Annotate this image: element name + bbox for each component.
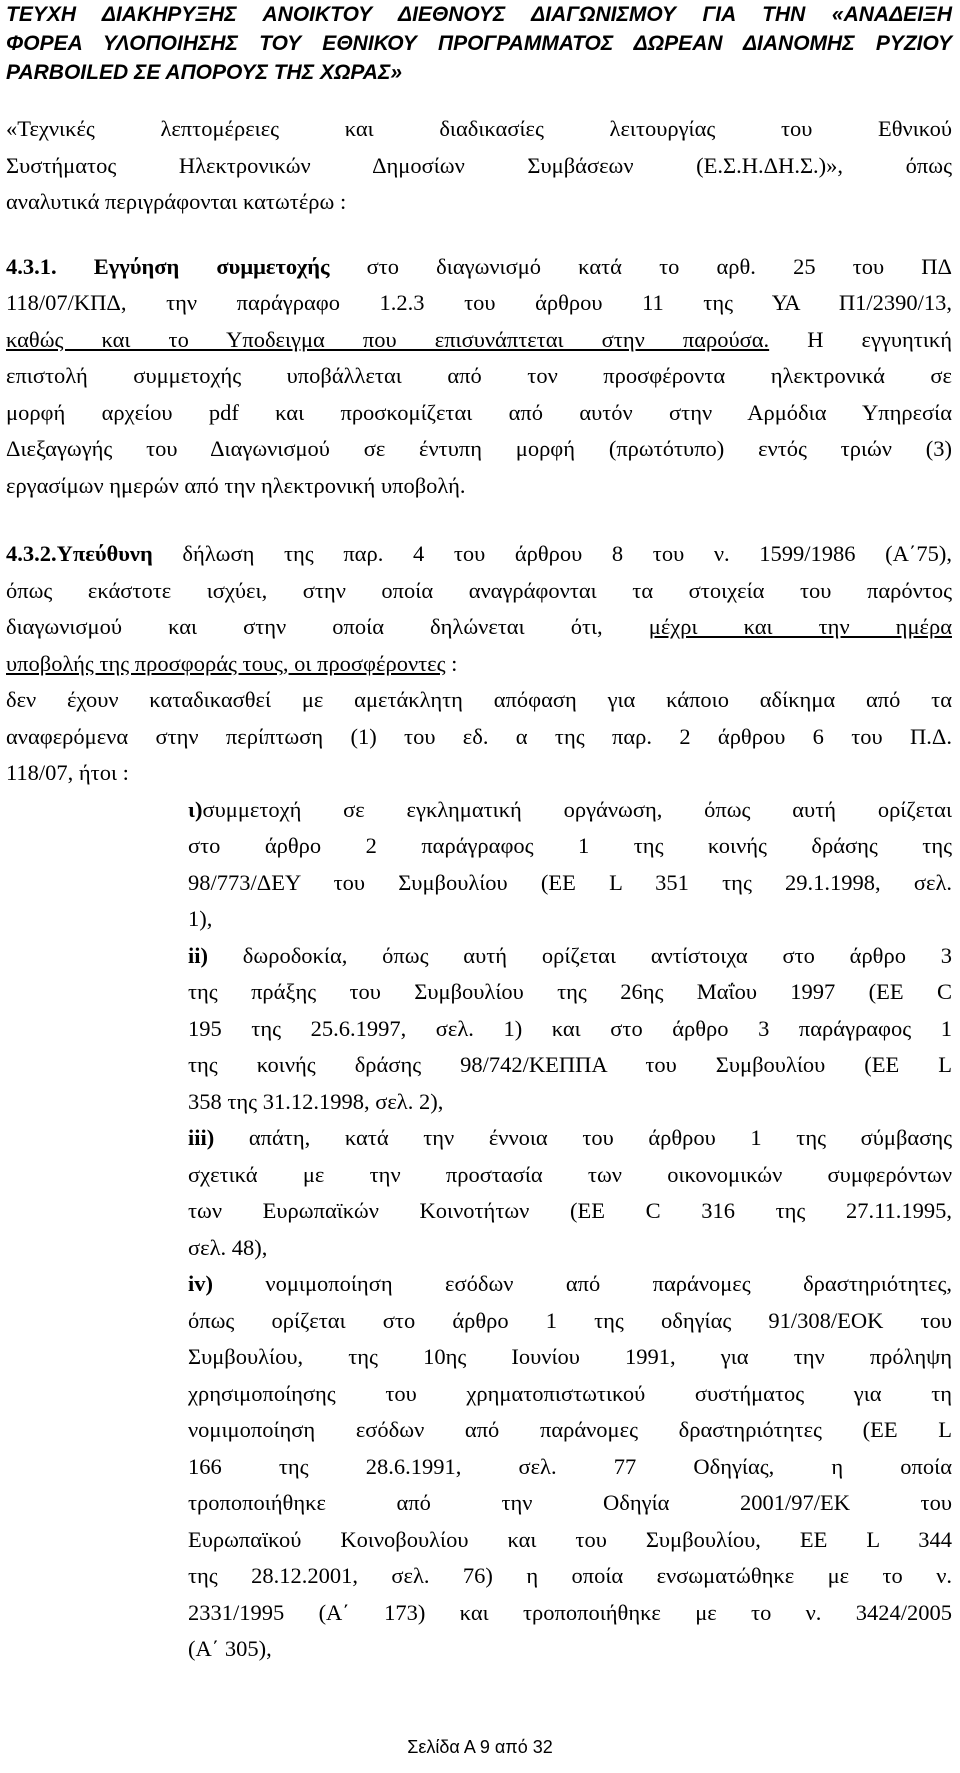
text-line: χρησιμοποίησης του χρηματοπιστωτικού συστήματος για τη [188,1380,952,1406]
list-marker: ii) [188,942,208,968]
text-line: των Ευρωπαϊκών Κοινοτήτων (ΕΕ C 316 της 27.11.1995, [188,1198,952,1223]
underlined-text: υποβολής της προσφοράς τους, οι προσφέροντες [6,650,446,676]
text-line [188,792,952,829]
text-line: σχετικά με την προστασία των οικονομικών συμφερόντων [188,1161,952,1187]
list-item [188,792,952,938]
text-span: συμμετοχή σε εγκληματική οργάνωση, όπως αυτή ορίζεται [202,796,952,822]
text-line: 1), [188,906,213,931]
text-line: 166 της 28.6.1991, σελ. 77 Οδηγίας, η οποία [188,1453,952,1479]
document-header [6,0,952,87]
text-line: 195 της 25.6.1997, σελ. 1) και στο άρθρο 3 παράγραφος 1 [188,1015,952,1041]
text-line: Διεξαγωγής του Διαγωνισμού σε έντυπη μορφή (πρωτότυπο) εντός τριών (3) [6,436,952,461]
header-line: ΤΕΥΧΗ ΔΙΑΚΗΡΥΞΗΣ ΑΝΟΙΚΤΟΥ ΔΙΕΘΝΟΥΣ ΔΙΑΓΩΝΙΣΜΟΥ ΓΙΑ ΤΗΝ «ΑΝΑΔΕΙΞΗ [6,3,952,26]
text-line: της κοινής δράσης 98/742/ΚΕΠΠΑ του Συμβουλίου (ΕΕ L [188,1052,952,1077]
offence-list [188,792,952,1668]
list-item [188,1266,952,1668]
page-footer: Σελίδα Α 9 από 32 [407,1737,553,1757]
list-item [188,938,952,1121]
text-line: αναφερόμενα στην περίπτωση (1) του εδ. α της παρ. 2 άρθρου 6 του Π.Δ. [6,723,952,749]
text-line [6,249,952,286]
text-span: δήλωση της παρ. 4 του άρθρου 8 του ν. 1599/1986 (Α΄75), [152,541,952,566]
text-line: εργασίμων ημερών από την ηλεκτρονική υποβολή. [6,472,466,498]
section-heading: 4.3.1. Εγγύηση συμμετοχής [6,253,330,279]
text-span: Η εγγυητική [769,326,952,352]
text-line [6,322,952,359]
text-line: 98/773/ΔΕΥ του Συμβουλίου (ΕΕ L 351 της 29.1.1998, σελ. [188,869,952,895]
text-line: Συστήματος Ηλεκτρονικών Δημοσίων Συμβάσεων (Ε.Σ.Η.ΔΗ.Σ.)», όπως [6,152,952,178]
underlined-text: καθώς και το Υποδειγμα που επισυνάπτεται στην παρούσα. [6,326,770,352]
list-marker: iv) [188,1271,213,1296]
text-line [6,609,952,646]
text-line [6,536,952,573]
text-line: 118/07, ήτοι : [6,760,129,785]
text-span: στο διαγωνισμό κατά το αρθ. 25 του ΠΔ [329,253,953,279]
list-item [188,1120,952,1266]
underlined-text: μέχρι και την ημέρα [648,614,952,639]
list-marker: iii) [188,1125,215,1150]
text-line [6,646,952,683]
text-line: Ευρωπαϊκού Κοινοβουλίου και του Συμβουλίου, ΕΕ L 344 [188,1526,952,1552]
text-line: νομιμοποίηση εσόδων από παράνομες δραστηριότητες (ΕΕ L [188,1417,952,1442]
text-line: (Α΄ 305), [188,1636,272,1661]
section-heading: 4.3.2.Υπεύθυνη [6,541,153,566]
text-span: : [445,650,458,676]
text-line: «Τεχνικές λεπτομέρειες και διαδικασίες λειτουργίας του Εθνικού [6,116,952,141]
text-span: νομιμοποίηση εσόδων από παράνομες δραστηριότητες, [213,1271,952,1296]
text-line: 118/07/ΚΠΔ, την παράγραφο 1.2.3 του άρθρου 11 της ΥΑ Π1/2390/13, [6,290,952,315]
text-line: στο άρθρο 2 παράγραφος 1 της κοινής δράσης της [188,833,952,858]
text-line: της 28.12.2001, σελ. 76) η οποία ενσωματώθηκε με το ν. [188,1563,952,1588]
text-line: επιστολή συμμετοχής υποβάλλεται από τον προσφέροντα ηλεκτρονικά σε [6,363,952,388]
text-line: όπως εκάστοτε ισχύει, στην οποία αναγράφονται τα στοιχεία του παρόντος [6,577,952,603]
text-line: τροποποιήθηκε από την Οδηγία 2001/97/ΕΚ του [188,1490,952,1515]
text-line: της πράξης του Συμβουλίου της 26ης Μαΐου 1997 (ΕΕ C [188,979,952,1004]
intro-paragraph [6,111,952,221]
text-line [188,1120,952,1157]
header-line: ΦΟΡΕΑ ΥΛΟΠΟΙΗΣΗΣ ΤΟΥ ΕΘΝΙΚΟΥ ΠΡΟΓΡΑΜΜΑΤΟΣ ΔΩΡΕΑΝ ΔΙΑΝΟΜΗΣ ΡΥΖΙΟΥ [6,32,952,55]
text-line: 358 της 31.12.1998, σελ. 2), [188,1088,444,1114]
text-line: Συμβουλίου, της 10ης Ιουνίου 1991, για την πρόληψη [188,1344,952,1369]
text-line: 2331/1995 (Α΄ 173) και τροποποιήθηκε με το ν. 3424/2005 [188,1599,952,1625]
text-span: απάτη, κατά την έννοια του άρθρου 1 της σύμβασης [214,1125,952,1150]
text-line: μορφή αρχείου pdf και προσκομίζεται από αυτόν στην Αρμόδια Υπηρεσία [6,399,952,425]
text-line: αναλυτικά περιγράφονται κατωτέρω : [6,189,347,214]
text-span: διαγωνισμού και στην οποία δηλώνεται ότι, [6,614,649,639]
section-4-3-2 [6,536,952,792]
text-line: σελ. 48), [188,1234,268,1260]
text-line [188,1266,952,1303]
document-page [6,0,952,1773]
text-span: δωροδοκία, όπως αυτή ορίζεται αντίστοιχα στο άρθρο 3 [208,942,952,968]
section-4-3-1 [6,249,952,505]
list-marker: ι) [188,796,203,822]
header-line: PARBOILED ΣΕ ΑΠΟΡΟΥΣ ΤΗΣ ΧΩΡΑΣ» [6,61,403,84]
text-line [188,938,952,975]
text-line: όπως ορίζεται στο άρθρο 1 της οδηγίας 91/308/ΕΟΚ του [188,1307,952,1333]
text-line: δεν έχουν καταδικασθεί με αμετάκλητη απόφαση για κάποιο αδίκημα από τα [6,687,952,712]
